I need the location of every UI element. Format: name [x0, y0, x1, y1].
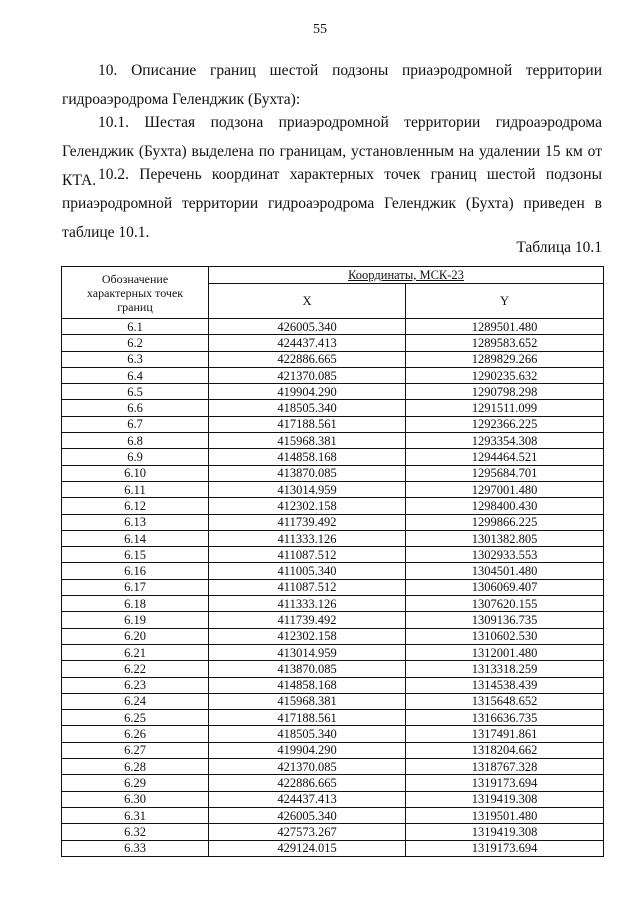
cell-point: 6.15	[62, 547, 209, 563]
table-body	[62, 319, 604, 857]
cell-x: 426005.340	[209, 319, 406, 335]
table-row	[62, 319, 604, 335]
cell-point: 6.33	[62, 840, 209, 856]
cell-y: 1313318.259	[406, 661, 604, 677]
cell-x: 413014.959	[209, 644, 406, 660]
cell-y: 1319501.480	[406, 807, 604, 823]
table-row	[62, 416, 604, 432]
cell-y: 1307620.155	[406, 596, 604, 612]
table-row	[62, 547, 604, 563]
table-row	[62, 840, 604, 856]
cell-x: 415968.381	[209, 693, 406, 709]
cell-y: 1297001.480	[406, 481, 604, 497]
cell-point: 6.21	[62, 644, 209, 660]
cell-x: 429124.015	[209, 840, 406, 856]
cell-x: 411333.126	[209, 530, 406, 546]
table-row	[62, 563, 604, 579]
table-row	[62, 498, 604, 514]
cell-point: 6.26	[62, 726, 209, 742]
table-row	[62, 644, 604, 660]
cell-x: 417188.561	[209, 710, 406, 726]
cell-point: 6.2	[62, 335, 209, 351]
header-point-designation: Обозначение характерных точек границ	[62, 267, 209, 319]
table-row	[62, 530, 604, 546]
cell-y: 1295684.701	[406, 465, 604, 481]
header-coordinates: Координаты, МСК-23	[209, 267, 604, 284]
page-number: 55	[313, 22, 327, 37]
cell-point: 6.4	[62, 367, 209, 383]
table-row	[62, 824, 604, 840]
cell-x: 411739.492	[209, 514, 406, 530]
cell-y: 1319419.308	[406, 791, 604, 807]
cell-y: 1309136.735	[406, 612, 604, 628]
cell-x: 414858.168	[209, 677, 406, 693]
cell-x: 426005.340	[209, 807, 406, 823]
cell-y: 1312001.480	[406, 644, 604, 660]
cell-y: 1315648.652	[406, 693, 604, 709]
cell-y: 1314538.439	[406, 677, 604, 693]
cell-point: 6.28	[62, 759, 209, 775]
table-row	[62, 481, 604, 497]
table-row	[62, 465, 604, 481]
cell-point: 6.11	[62, 481, 209, 497]
cell-x: 422886.665	[209, 351, 406, 367]
table-row	[62, 775, 604, 791]
cell-point: 6.17	[62, 579, 209, 595]
cell-point: 6.16	[62, 563, 209, 579]
cell-x: 419904.290	[209, 742, 406, 758]
table-row	[62, 579, 604, 595]
cell-y: 1290235.632	[406, 367, 604, 383]
cell-y: 1298400.430	[406, 498, 604, 514]
cell-point: 6.24	[62, 693, 209, 709]
table-row	[62, 726, 604, 742]
cell-point: 6.18	[62, 596, 209, 612]
table-row	[62, 449, 604, 465]
table-row	[62, 433, 604, 449]
cell-x: 411005.340	[209, 563, 406, 579]
cell-point: 6.30	[62, 791, 209, 807]
cell-x: 422886.665	[209, 775, 406, 791]
table-row	[62, 612, 604, 628]
cell-x: 411739.492	[209, 612, 406, 628]
cell-y: 1319173.694	[406, 775, 604, 791]
cell-point: 6.7	[62, 416, 209, 432]
cell-point: 6.6	[62, 400, 209, 416]
paragraph-10: 10. Описание границ шестой подзоны приаэродромной территории гидроаэродрома Геленджик (Бухта):	[62, 62, 602, 108]
cell-x: 413870.085	[209, 661, 406, 677]
cell-point: 6.13	[62, 514, 209, 530]
cell-x: 412302.158	[209, 628, 406, 644]
table-row	[62, 514, 604, 530]
cell-y: 1299866.225	[406, 514, 604, 530]
cell-x: 411087.512	[209, 579, 406, 595]
table-row	[62, 384, 604, 400]
cell-point: 6.12	[62, 498, 209, 514]
cell-point: 6.8	[62, 433, 209, 449]
cell-y: 1319419.308	[406, 824, 604, 840]
cell-x: 411333.126	[209, 596, 406, 612]
cell-point: 6.5	[62, 384, 209, 400]
table-caption: Таблица 10.1	[516, 239, 602, 256]
cell-y: 1306069.407	[406, 579, 604, 595]
cell-y: 1318204.662	[406, 742, 604, 758]
cell-y: 1310602.530	[406, 628, 604, 644]
cell-y: 1301382.805	[406, 530, 604, 546]
table-row	[62, 628, 604, 644]
cell-y: 1290798.298	[406, 384, 604, 400]
cell-point: 6.32	[62, 824, 209, 840]
cell-x: 421370.085	[209, 759, 406, 775]
cell-y: 1294464.521	[406, 449, 604, 465]
table-row	[62, 677, 604, 693]
cell-x: 412302.158	[209, 498, 406, 514]
cell-point: 6.31	[62, 807, 209, 823]
table-row	[62, 759, 604, 775]
table-row	[62, 596, 604, 612]
cell-y: 1293354.308	[406, 433, 604, 449]
cell-y: 1316636.735	[406, 710, 604, 726]
paragraph-10-1: 10.1. Шестая подзона приаэродромной территории гидроаэродрома Геленджик (Бухта) выделена по границам, установленным на удалении 15 км от КТА.	[62, 114, 602, 189]
cell-point: 6.14	[62, 530, 209, 546]
cell-y: 1289829.266	[406, 351, 604, 367]
cell-point: 6.9	[62, 449, 209, 465]
cell-x: 411087.512	[209, 547, 406, 563]
cell-x: 421370.085	[209, 367, 406, 383]
header-x: X	[209, 284, 406, 319]
cell-x: 413870.085	[209, 465, 406, 481]
cell-x: 424437.413	[209, 335, 406, 351]
cell-y: 1302933.553	[406, 547, 604, 563]
cell-y: 1319173.694	[406, 840, 604, 856]
table-row	[62, 742, 604, 758]
table-row	[62, 661, 604, 677]
cell-point: 6.3	[62, 351, 209, 367]
paragraph-10-2: 10.2. Перечень координат характерных точек границ шестой подзоны приаэродромной территории гидроаэродрома Геленджик (Бухта) приведен в таблице 10.1.	[62, 166, 602, 241]
cell-point: 6.1	[62, 319, 209, 335]
cell-y: 1292366.225	[406, 416, 604, 432]
table-header-row	[62, 267, 604, 284]
table-row	[62, 335, 604, 351]
table-row	[62, 807, 604, 823]
cell-y: 1304501.480	[406, 563, 604, 579]
table-row	[62, 791, 604, 807]
cell-x: 417188.561	[209, 416, 406, 432]
cell-x: 418505.340	[209, 400, 406, 416]
cell-y: 1317491.861	[406, 726, 604, 742]
cell-x: 413014.959	[209, 481, 406, 497]
cell-x: 427573.267	[209, 824, 406, 840]
cell-point: 6.25	[62, 710, 209, 726]
cell-point: 6.29	[62, 775, 209, 791]
cell-x: 418505.340	[209, 726, 406, 742]
cell-y: 1291511.099	[406, 400, 604, 416]
cell-point: 6.10	[62, 465, 209, 481]
table-row	[62, 710, 604, 726]
cell-point: 6.20	[62, 628, 209, 644]
cell-y: 1289583.652	[406, 335, 604, 351]
cell-y: 1289501.480	[406, 319, 604, 335]
table-row	[62, 367, 604, 383]
cell-x: 414858.168	[209, 449, 406, 465]
header-y: Y	[406, 284, 604, 319]
cell-x: 415968.381	[209, 433, 406, 449]
cell-point: 6.27	[62, 742, 209, 758]
table-row	[62, 351, 604, 367]
table-row	[62, 693, 604, 709]
cell-point: 6.22	[62, 661, 209, 677]
cell-x: 424437.413	[209, 791, 406, 807]
cell-y: 1318767.328	[406, 759, 604, 775]
cell-point: 6.19	[62, 612, 209, 628]
cell-x: 419904.290	[209, 384, 406, 400]
coordinates-table	[61, 266, 604, 857]
cell-point: 6.23	[62, 677, 209, 693]
table-row	[62, 400, 604, 416]
